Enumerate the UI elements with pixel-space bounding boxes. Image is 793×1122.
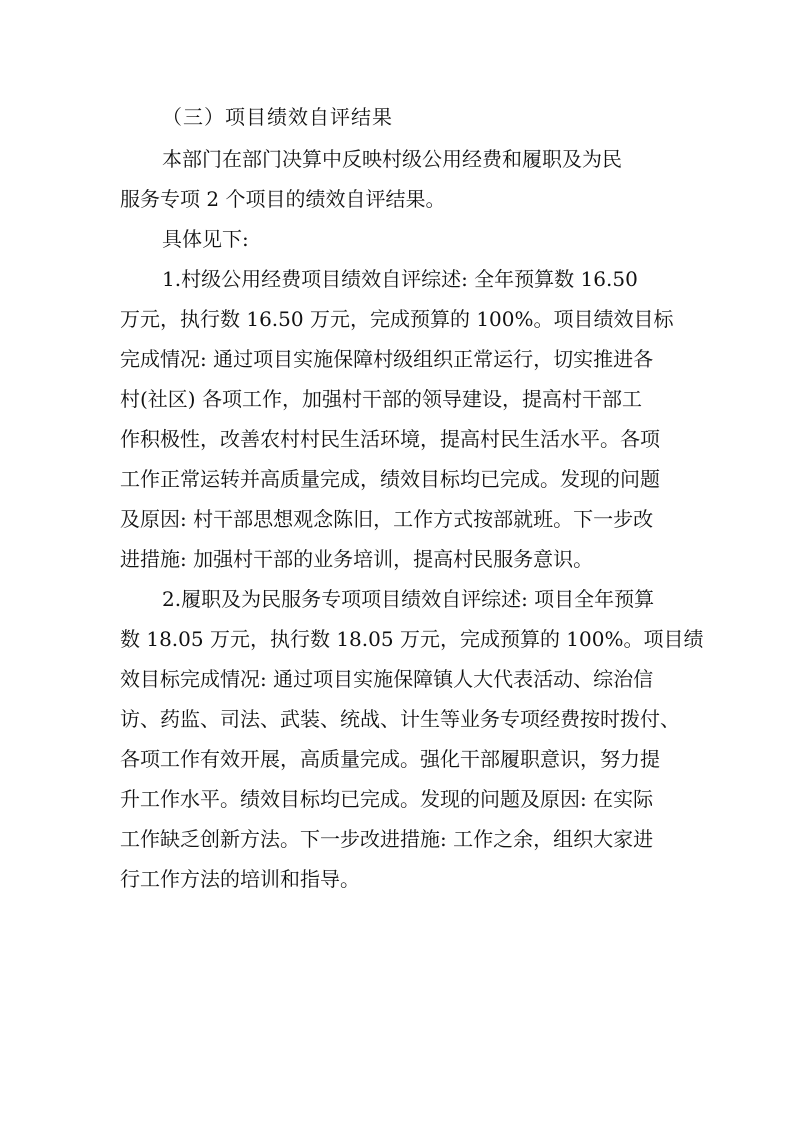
item1-line-5: 作积极性，改善农村村民生活环境，提高村民生活水平。各项 [120,427,660,451]
item2-line-5: 各项工作有效开展，高质量完成。强化干部履职意识，努力提 [120,747,660,771]
item2-line-6: 升工作水平。绩效目标均已完成。发现的问题及原因: 在实际 [120,787,654,811]
see-below-text: 具体见下: [162,227,249,251]
intro-line-1: 本部门在部门决算中反映村级公用经费和履职及为民 [162,147,622,171]
item1-line-3: 完成情况: 通过项目实施保障村级组织正常运行，切实推进各 [120,347,654,371]
item1-line-2: 万元，执行数 16.50 万元，完成预算的 100%。项目绩效目标 [120,307,674,331]
intro-line-2: 服务专项 2 个项目的绩效自评结果。 [120,187,446,211]
item1-line-6: 工作正常运转并高质量完成，绩效目标均已完成。发现的问题 [120,467,660,491]
item2-line-3: 效目标完成情况: 通过项目实施保障镇人大代表活动、综治信 [120,667,654,691]
item2-line-8: 行工作方法的培训和指导。 [120,867,360,891]
item2-line-2: 数 18.05 万元，执行数 18.05 万元，完成预算的 100%。项目绩 [120,627,704,651]
item2-line-7: 工作缺乏创新方法。下一步改进措施: 工作之余，组织大家进 [120,827,654,851]
section-heading: （三）项目绩效自评结果 [162,105,393,129]
item1-line-8: 进措施: 加强村干部的业务培训，提高村民服务意识。 [120,547,594,571]
item2-line-4: 访、药监、司法、武装、统战、计生等业务专项经费按时拨付、 [120,707,680,731]
item1-line-4: 村(社区) 各项工作，加强村干部的领导建设，提高村干部工 [120,387,642,411]
item1-line-7: 及原因: 村干部思想观念陈旧，工作方式按部就班。下一步改 [120,507,654,531]
item2-line-1: 2.履职及为民服务专项项目绩效自评综述: 项目全年预算 [162,587,655,611]
item1-line-1: 1.村级公用经费项目绩效自评综述: 全年预算数 16.50 [162,267,638,291]
